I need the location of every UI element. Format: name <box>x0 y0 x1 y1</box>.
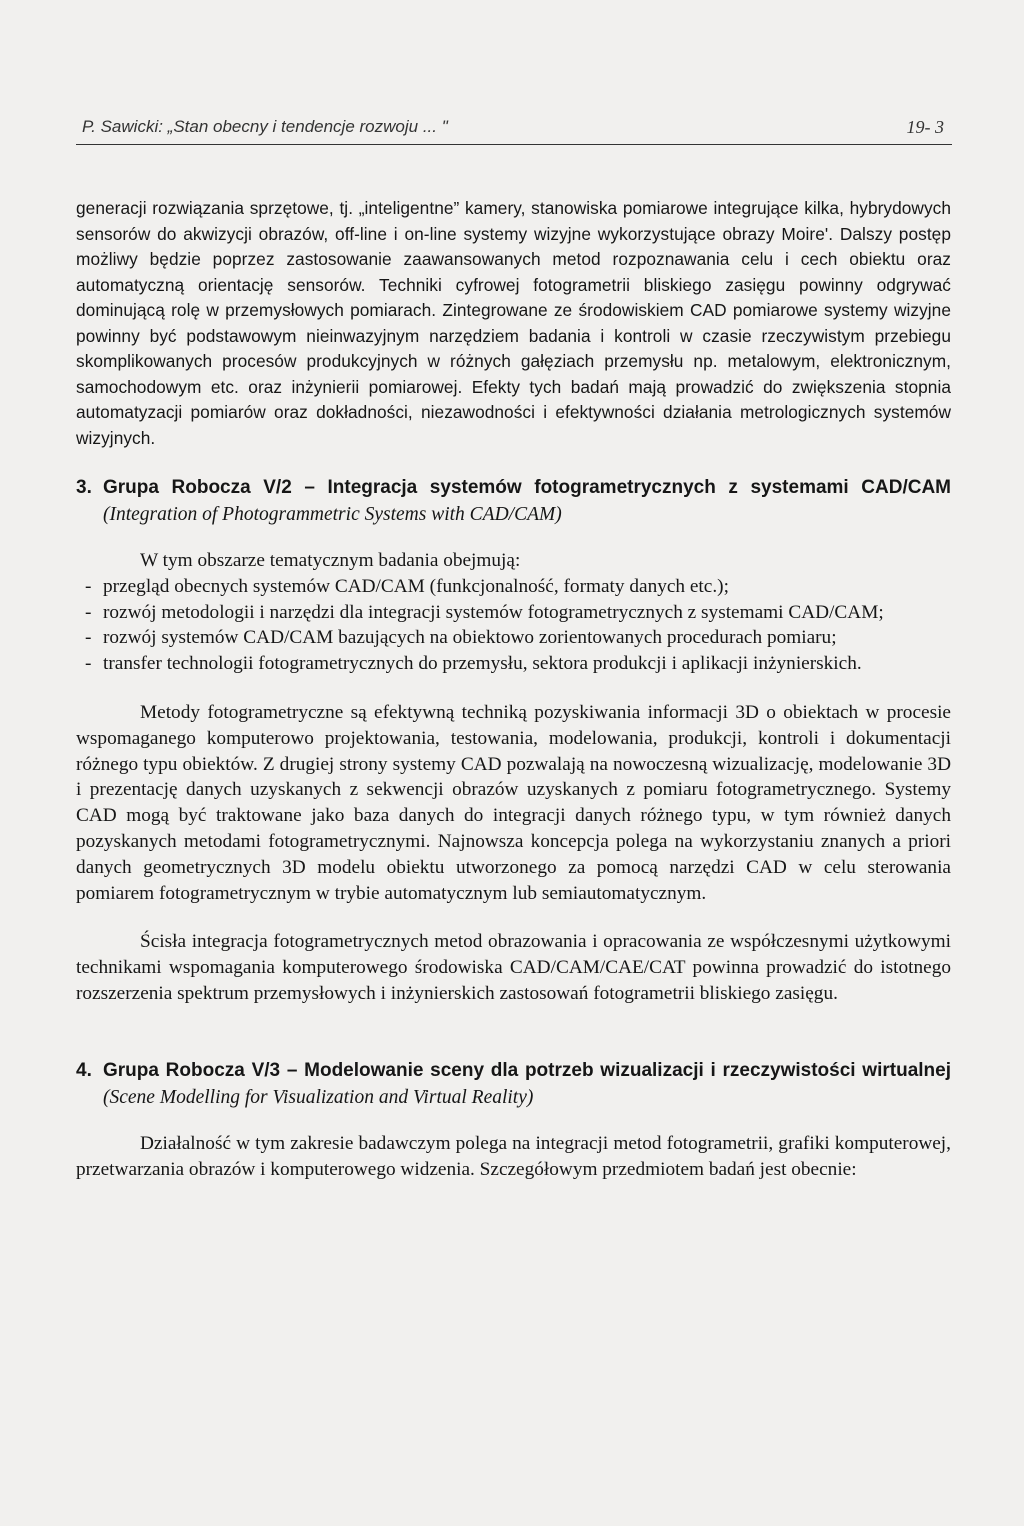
section-4-subtitle: (Scene Modelling for Visualization and Virtual Reality) <box>103 1086 534 1108</box>
section-3-intro: W tym obszarze tematycznym badania obejmują: <box>140 550 521 571</box>
section-4-paragraph: Działalność w tym zakresie badawczym polega na integracji metod fotogrametrii, grafiki komputerowej, przetwarzania obrazów i komputerowego widzenia. Szczegółowym przedmiotem badań jest obecnie: <box>76 1132 951 1180</box>
section-3-paragraph-3: Ścisła integracja fotogrametrycznych metod obrazowania i opracowania ze współczesnymi użytkowymi technikami wspomagania komputerowego środowiska CAD/CAM/CAE/CAT powinna prowadzić do istotnego rozszerzenia spektrum przemysłowych i inżynierskich zastosowań fotogrametrii bliskiego zasięgu. <box>76 931 951 1004</box>
section-3-list <box>76 574 951 677</box>
running-header <box>76 114 952 145</box>
page-number: 19- 3 <box>906 117 944 137</box>
section-3-number: 3. <box>76 477 92 498</box>
section-4-number: 4. <box>76 1059 92 1081</box>
section-3-heading <box>76 474 951 528</box>
page-body <box>76 196 951 1182</box>
section-4-title: Grupa Robocza V/3 – Modelowanie sceny dla potrzeb wizualizacji i rzeczywistości wirtualnej <box>103 1059 951 1081</box>
list-item: - przegląd obecnych systemów CAD/CAM (funkcjonalność, formaty danych etc.); <box>85 575 729 597</box>
paragraph-1: generacji rozwiązania sprzętowe, tj. „inteligentne” kamery, stanowiska pomiarowe integrujące kilka, hybrydowych sensorów do akwizycji obrazów, off-line i on-line systemy wizyjne wykorzystujące obrazy Moire'. Dalszy postęp możliwy będzie poprzez zastosowanie zaawansowanych metod rozpoznawania celu i cech obiektu oraz automatyczną orientację sensorów. Techniki cyfrowej fotogrametrii bliskiego zasięgu powinny odgrywać dominującą rolę w przemysłowych pomiarach. Zintegrowane ze środowiskiem CAD pomiarowe systemy wizyjne powinny być podstawowym nieinwazyjnym narzędziem badania i kontroli w czasie rzeczywistym przebiegu skomplikowanych procesów produkcyjnych w różnych gałęziach przemysłu np. metalowym, elektronicznym, samochodowym etc. oraz inżynierii pomiarowej. Efekty tych badań mają prowadzić do zwiększenia stopnia automatyzacji pomiarów oraz dokładności, niezawodności i efektywności działania metrologicznych systemów wizyjnych. <box>76 198 951 448</box>
running-title: P. Sawicki: „Stan obecny i tendencje rozwoju ... " <box>82 117 448 136</box>
list-item: - rozwój metodologii i narzędzi dla integracji systemów fotogrametrycznych z systemami CAD/CAM; <box>85 601 884 623</box>
section-3-paragraph-2: Metody fotogrametryczne są efektywną techniką pozyskiwania informacji 3D o obiektach w procesie wspomaganego komputerowo projektowania, testowania, modelowania, produkcji, kontroli i dokumentacji różnego typu obiektów. Z drugiej strony systemy CAD pozwalają na nowoczesną wizualizację, modelowanie 3D i prezentację danych uzyskanych z sekwencji obrazów uzyskanych z pomiaru fotogrametrycznego. Systemy CAD mogą być traktowane jako baza danych do integracji danych różnego typu, w tym również danych pozyskanych metodami fotogrametrycznymi. Najnowsza koncepcja polega na wykorzystaniu znanych a priori danych geometrycznych 3D modelu obiektu utworzonego za pomocą narzędzi CAD w celu sterowania pomiarem fotogrametrycznym w trybie automatycznym lub semiautomatycznym. <box>76 701 951 904</box>
section-3-title: Grupa Robocza V/2 – Integracja systemów fotogrametrycznych z systemami CAD/CAM <box>103 477 951 498</box>
section-4-heading <box>76 1057 951 1111</box>
list-item: - transfer technologii fotogrametrycznych do przemysłu, sektora produkcji i aplikacji inżynierskich. <box>85 653 862 675</box>
section-3-subtitle: (Integration of Photogrammetric Systems with CAD/CAM) <box>103 504 562 525</box>
list-item: - rozwój systemów CAD/CAM bazujących na obiektowo zorientowanych procedurach pomiaru; <box>85 627 837 649</box>
